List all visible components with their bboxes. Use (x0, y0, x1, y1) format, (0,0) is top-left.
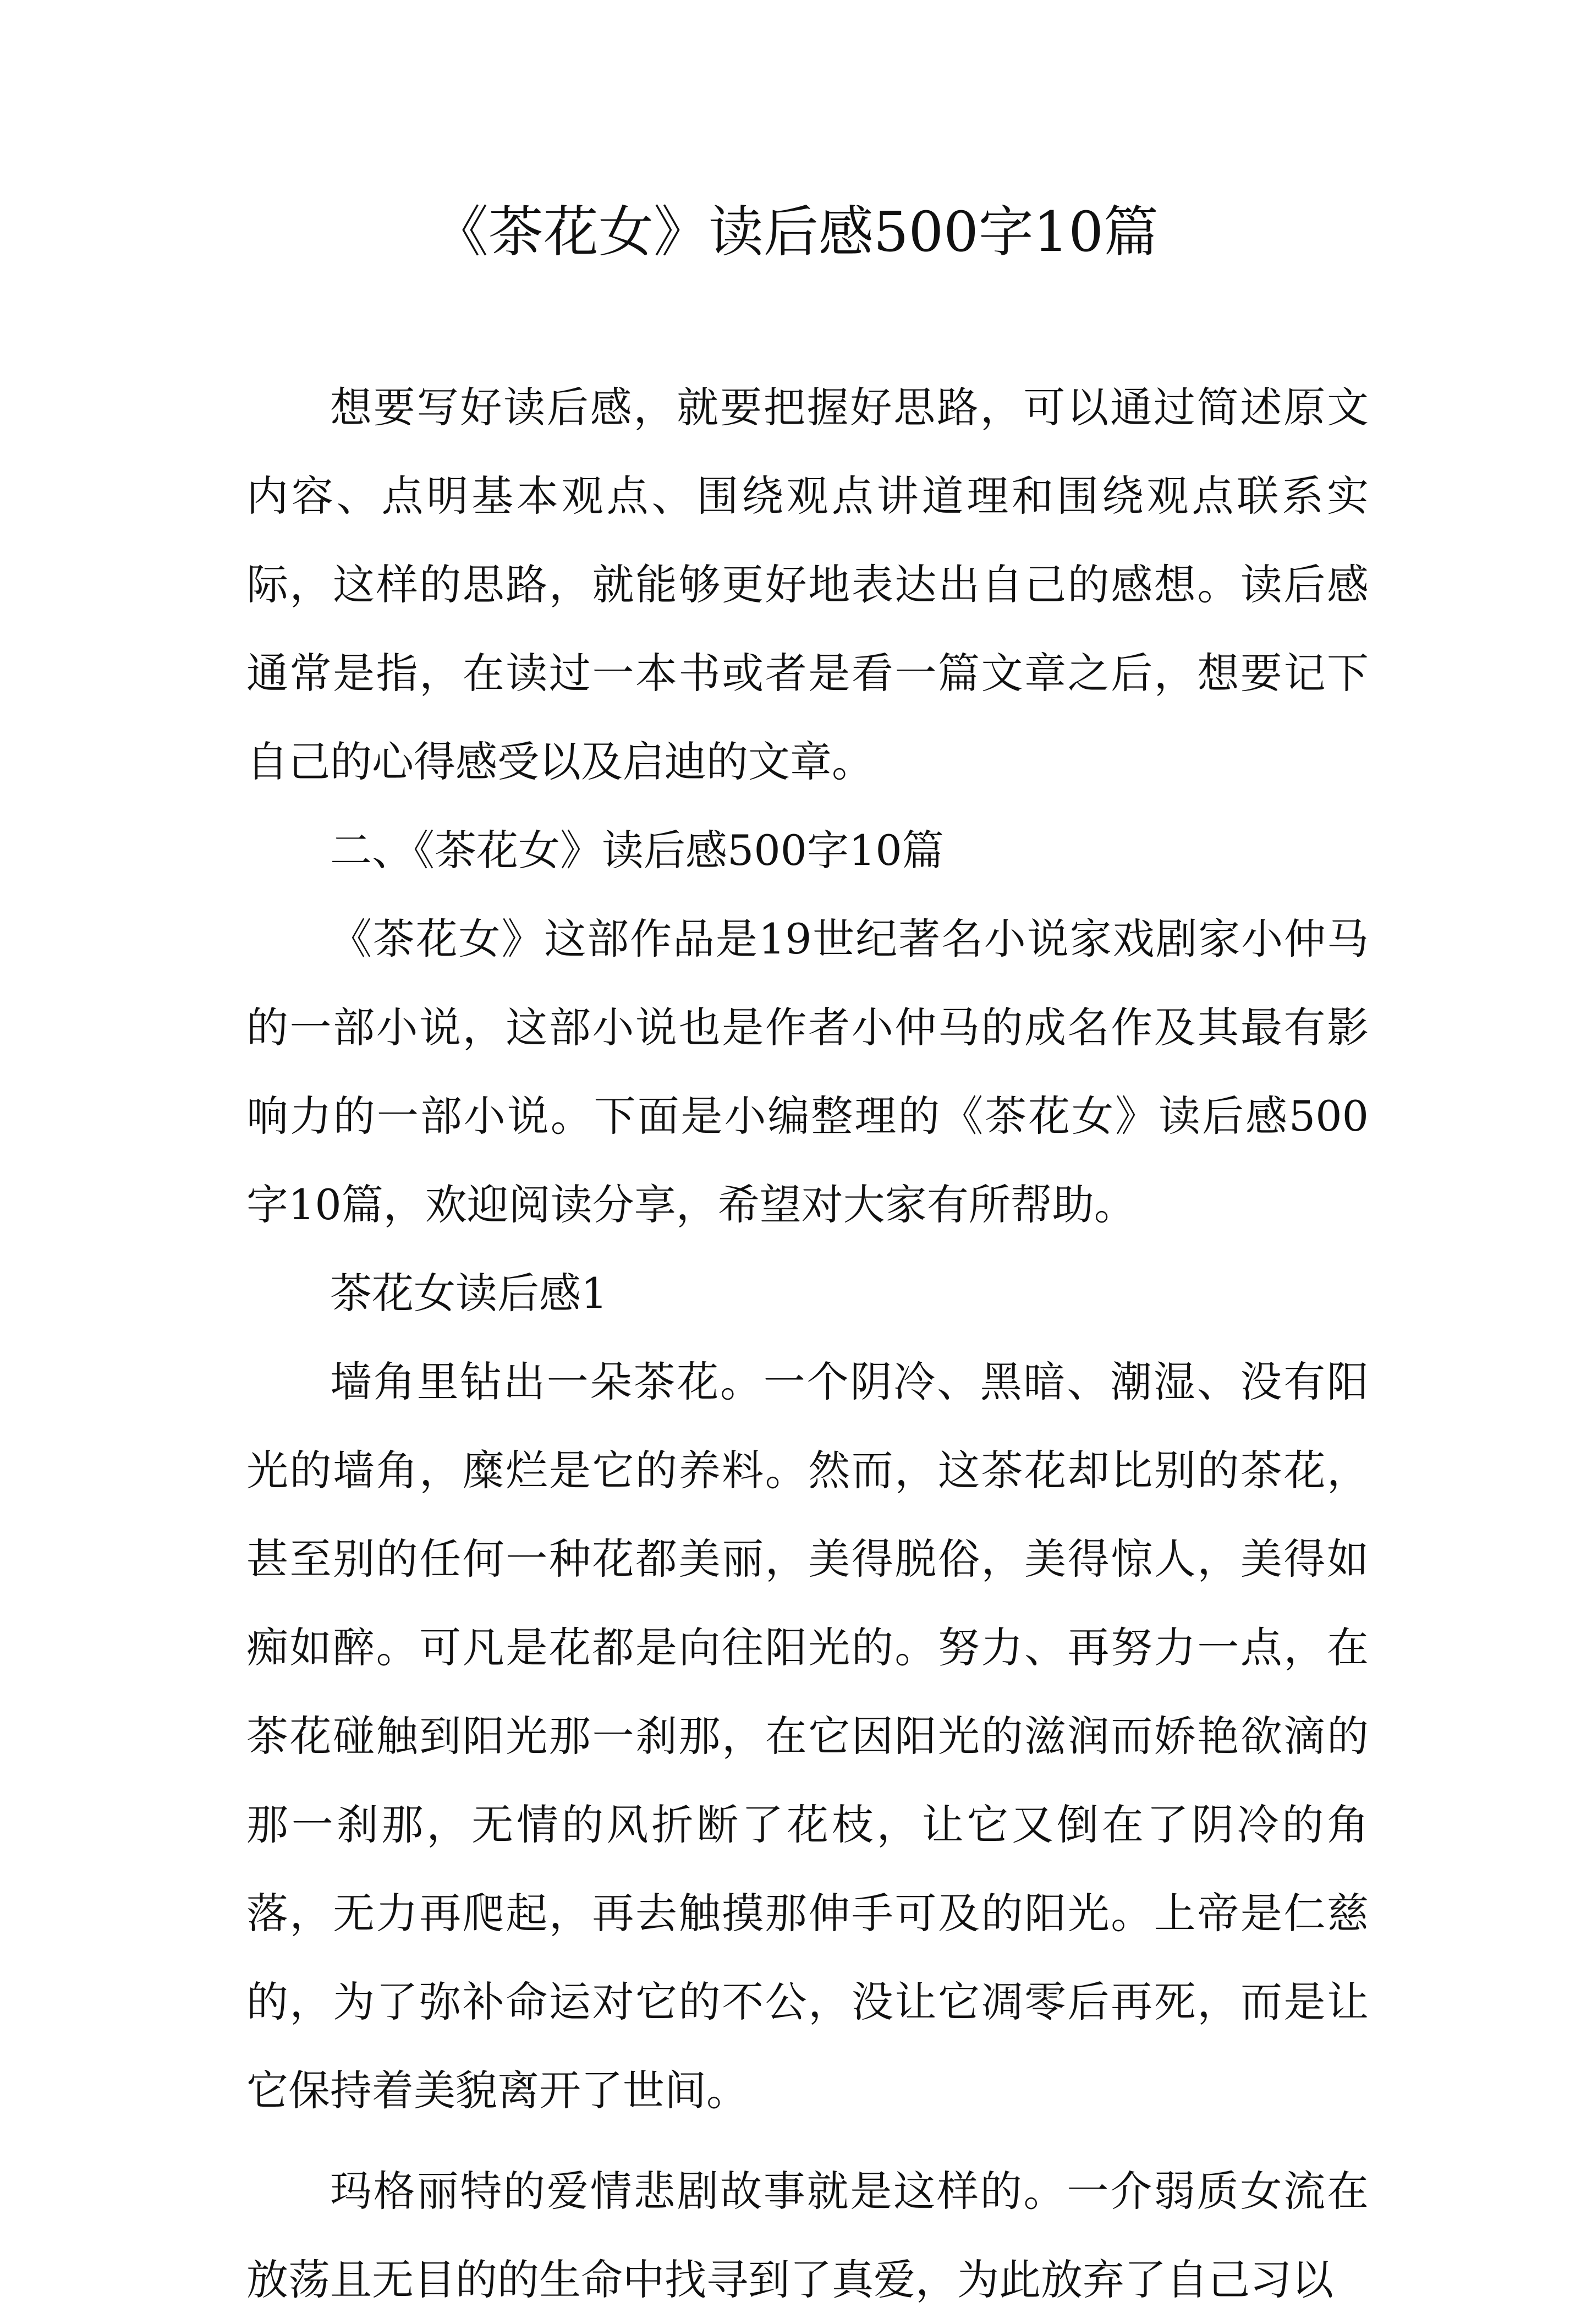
intro-paragraph: 想要写好读后感，就要把握好思路，可以通过简述原文内容、点明基本观点、围绕观点讲道理和围绕观点联系实际，这样的思路，就能够更好地表达出自己的感想。读后感通常是指，在读过一本书或者是看一篇文章之后，想要记下自己的心得感受以及启迪的文章。 (246, 383, 1369, 786)
summary-paragraph: 《茶花女》这部作品是19世纪著名小说家戏剧家小仲马的一部小说，这部小说也是作者小仲马的成名作及其最有影响力的一部小说。下面是小编整理的《茶花女》读后感500字10篇，欢迎阅读分享，希望对大家有所帮助。 (246, 914, 1369, 1229)
document-body (246, 363, 1369, 2324)
section-heading: 二、《茶花女》读后感500字10篇 (330, 826, 944, 875)
essay-paragraph: 墙角里钻出一朵茶花。一个阴冷、黑暗、潮湿、没有阳光的墙角，糜烂是它的养料。然而，这茶花却比别的茶花，甚至别的任何一种花都美丽，美得脱俗，美得惊人，美得如痴如醉。可凡是花都是向往阳光的。努力、再努力一点，在茶花碰触到阳光那一刹那，在它因阳光的滋润而娇艳欲滴的那一刹那，无情的风折断了花枝，让它又倒在了阴冷的角落，无力再爬起，再去触摸那伸手可及的阳光。上帝是仁慈的，为了弥补命运对它的不公，没让它凋零后再死，而是让它保持着美貌离开了世间。 (246, 1357, 1369, 2115)
document-title: 《茶花女》读后感500字10篇 (433, 200, 1159, 264)
essay-heading: 茶花女读后感1 (330, 1269, 608, 1318)
essay-paragraph: 玛格丽特的爱情悲剧故事就是这样的。一介弱质女流在放荡且无目的的生命中找寻到了真爱，为此放弃了自己习以 (246, 2167, 1369, 2304)
